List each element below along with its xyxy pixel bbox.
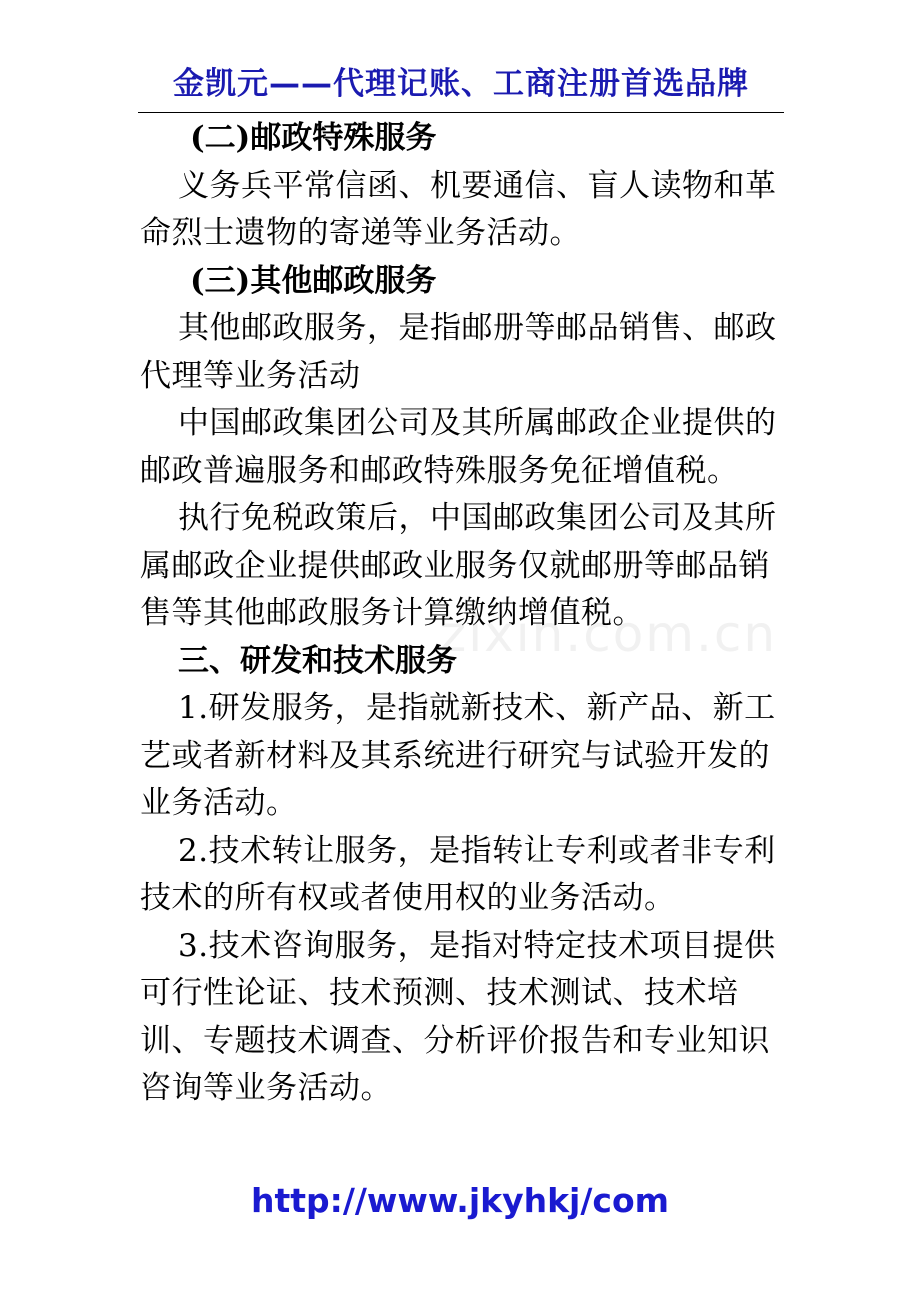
paragraph-technical-consulting: 3.技术咨询服务，是指对特定技术项目提供可行性论证、技术预测、技术测试、技术培训、专题技术调查、分析评价报告和专业知识咨询等业务活动。	[140, 927, 776, 1106]
heading-postal-special-service: (二)邮政特殊服务	[190, 120, 437, 156]
heading-other-postal-service: (三)其他邮政服务	[190, 262, 437, 299]
paragraph-after-exemption: 执行免税政策后，中国邮政集团公司及其所属邮政企业提供邮政业服务仅就邮册等邮品销售等其他邮政服务计算缴纳增值税。	[140, 500, 777, 631]
watermark: zixin.com.cn	[440, 605, 778, 663]
paragraph-technology-transfer: 2.技术转让服务，是指转让专利或者非专利技术的所有权或者使用权的业务活动。	[140, 832, 776, 916]
page-header	[138, 62, 784, 113]
paragraph-tax-exemption: 中国邮政集团公司及其所属邮政企业提供的邮政普遍服务和邮政特殊服务免征增值税。	[140, 405, 777, 489]
footer-website-link[interactable]: http://www.jkyhkj/com	[250, 1181, 670, 1220]
heading-rd-technical-services: 三、研发和技术服务	[178, 642, 457, 679]
paragraph-rd-service: 1.研发服务，是指就新技术、新产品、新工艺或者新材料及其系统进行研究与试验开发的业务活动。	[140, 690, 776, 821]
header-title: 金凯元——代理记账、工商注册首选品牌	[173, 66, 749, 102]
document-body	[140, 115, 784, 1113]
paragraph-postal-special-service: 义务兵平常信函、机要通信、盲人读物和革命烈士遗物的寄递等业务活动。	[140, 167, 777, 251]
paragraph-other-postal-service: 其他邮政服务，是指邮册等邮品销售、邮政代理等业务活动	[140, 310, 777, 394]
